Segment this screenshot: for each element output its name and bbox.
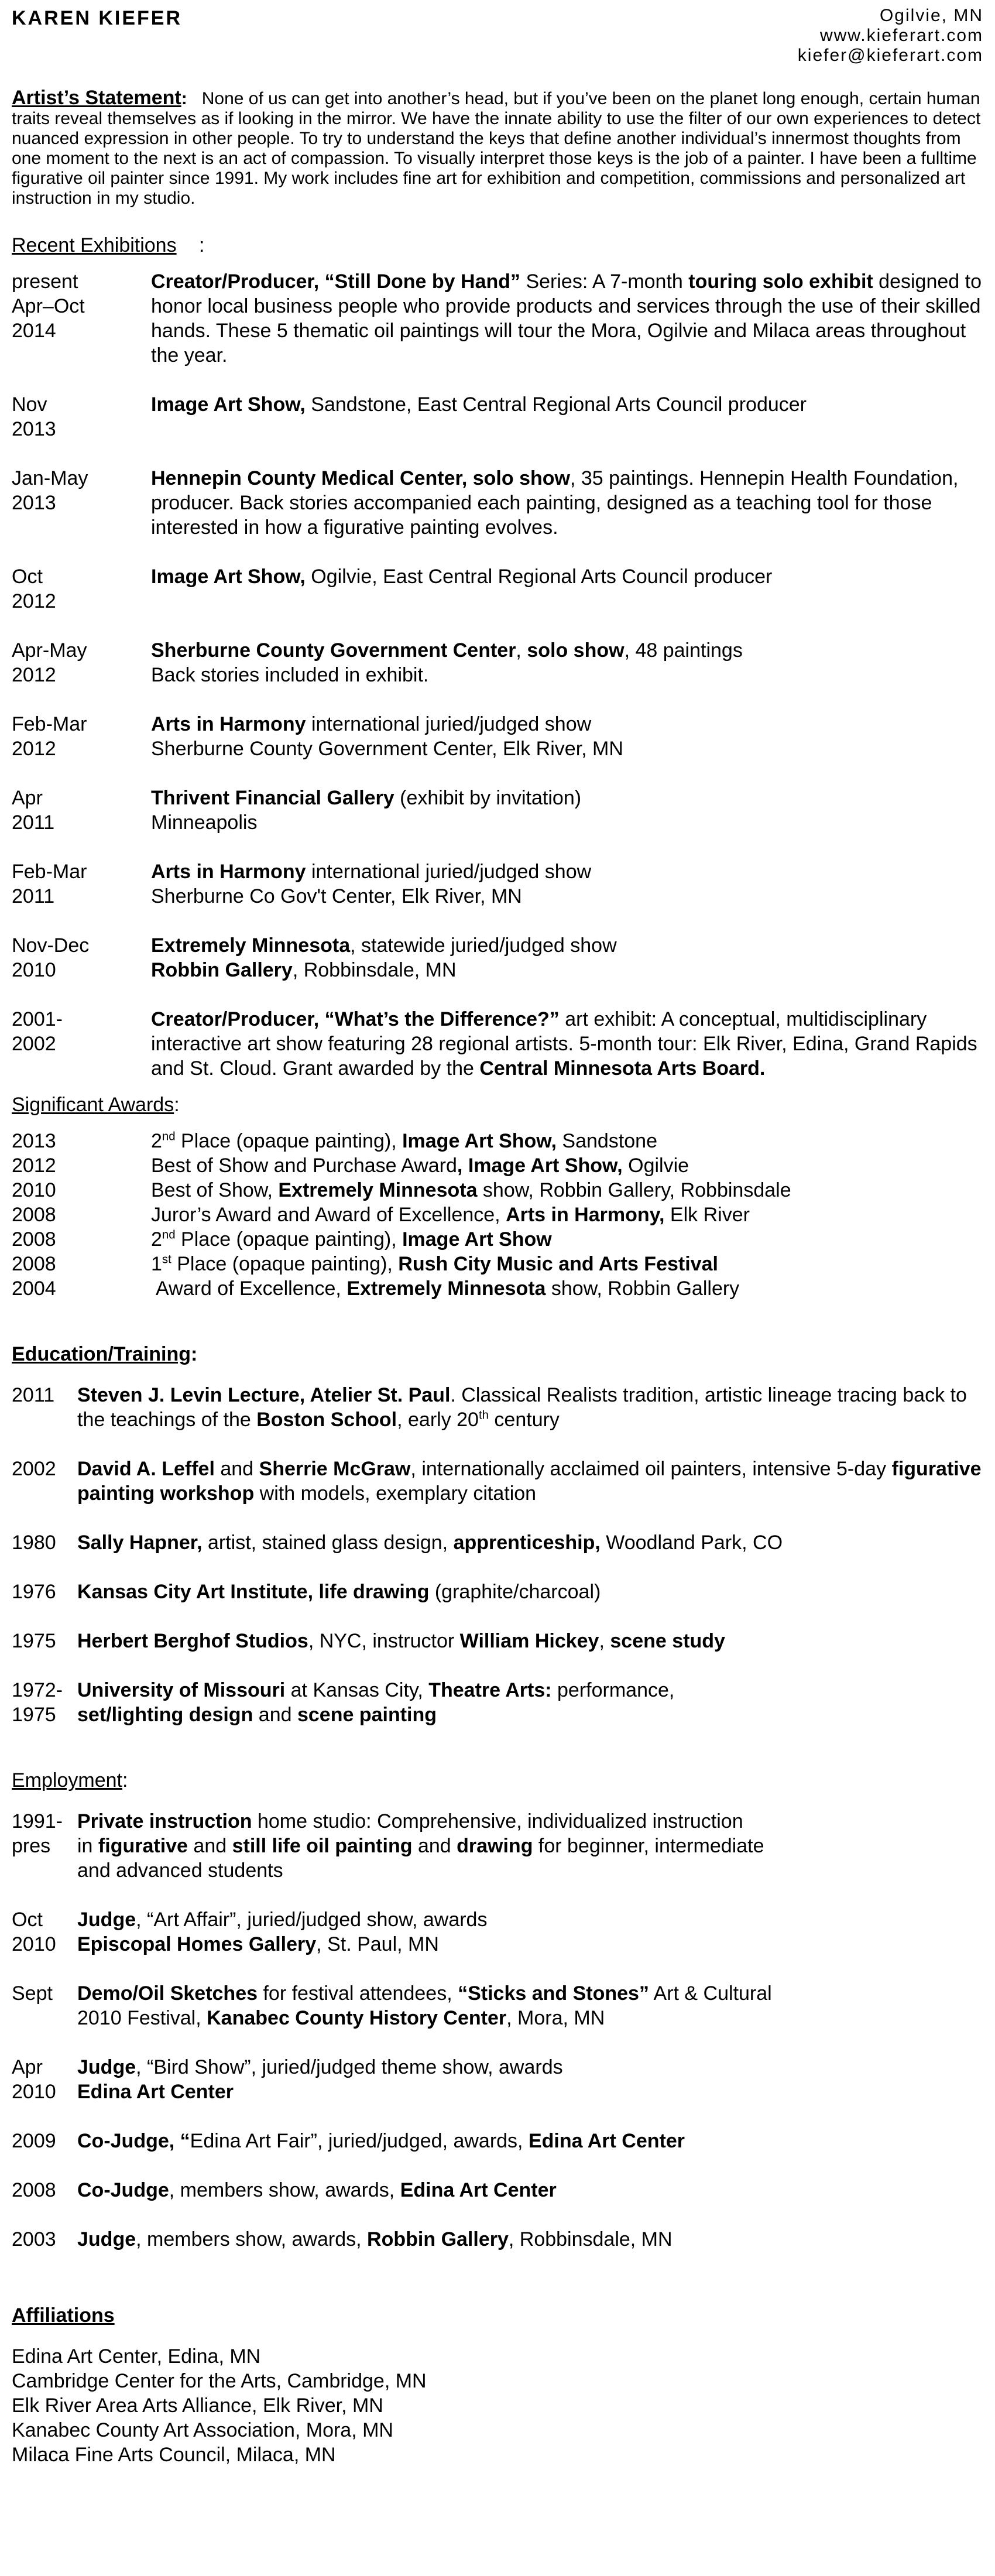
email-link[interactable]: kiefer@kieferart.com <box>797 46 983 65</box>
education-title: Education/Training: <box>12 1343 198 1365</box>
exhibition-date: Feb-Mar 2011 <box>12 861 87 907</box>
education-item: 1980 Sally Hapner, artist, stained glass design, apprenticeship, Woodland Park, CO <box>12 1532 783 1554</box>
education-item: 2002 David A. Leffel and Sherrie McGraw, internationally acclaimed oil painters, intensive 5-day figurative painting workshop with models, exemplary citation <box>12 1458 982 1505</box>
affiliations-title: Affiliations <box>12 2304 115 2327</box>
exhibition-date: 2001- 2002 <box>12 1008 63 1055</box>
exhibition-item <box>12 712 983 761</box>
award-item: 2008 Juror’s Award and Award of Excellence, Arts in Harmony, Elk River <box>12 1204 750 1226</box>
exhibition-item <box>12 638 983 687</box>
award-item: 2012 Best of Show and Purchase Award, Image Art Show, Ogilvie <box>12 1155 689 1177</box>
education-item: 1972- 1975 University of Missouri at Kansas City, Theatre Arts: performance, set/lighting design and scene painting <box>12 1679 675 1726</box>
exhibition-desc: Image Art Show, Sandstone, East Central Regional Arts Council producer <box>151 393 807 416</box>
artists-statement: Artist’s Statement: None of us can get into another’s head, but if you’ve been on the planet long enough, certain human traits reveal themselves as if looking in the mirror. We have the innate ability to use the filter of our own experiences to detect nuanced expression in other people. To try to understand the keys that define another individual’s innermost thoughts from one moment to the next is an act of compassion. To visually interpret those keys is the job of a painter. I have been a fulltime figurative oil painter since 1991. My work includes fine art for exhibition and competition, commissions and personalized art instruction in my studio. <box>12 87 981 208</box>
education-item: 1976 Kansas City Art Institute, life drawing (graphite/charcoal) <box>12 1581 601 1603</box>
employment-item: Oct 2010 Judge, “Art Affair”, juried/judged show, awards Episcopal Homes Gallery, St. Paul, MN <box>12 1909 488 1955</box>
affiliation-item: Edina Art Center, Edina, MN <box>12 2345 261 2368</box>
exhibitions-title: Recent Exhibitions <box>12 234 177 256</box>
exhibition-desc: Hennepin County Medical Center, solo show, 35 paintings. Hennepin Health Foundation, producer. Back stories accompanied each painting, designed as a teaching tool for those interested in how a figurative painting evolves. <box>151 467 959 539</box>
education-item: 1975 Herbert Berghof Studios, NYC, instructor William Hickey, scene study <box>12 1630 725 1652</box>
exhibition-date: Apr-May 2012 <box>12 639 87 686</box>
employment-title: Employment: <box>12 1769 128 1791</box>
exhibition-item <box>12 269 983 368</box>
exhibition-date: Apr 2011 <box>12 787 55 834</box>
award-item: 2008 2nd Place (opaque painting), Image Art Show <box>12 1228 552 1251</box>
affiliation-item: Kanabec County Art Association, Mora, MN <box>12 2419 393 2441</box>
artist-name: KAREN KIEFER <box>12 7 183 29</box>
location: Ogilvie, MN <box>879 6 983 25</box>
website-link[interactable]: www.kieferart.com <box>819 26 983 45</box>
award-item: 2010 Best of Show, Extremely Minnesota show, Robbin Gallery, Robbinsdale <box>12 1179 791 1201</box>
exhibition-desc: Image Art Show, Ogilvie, East Central Regional Arts Council producer <box>151 566 773 588</box>
exhibition-date: Oct 2012 <box>12 566 56 612</box>
exhibition-item <box>12 392 983 441</box>
exhibition-desc: Creator/Producer, “What’s the Difference?” art exhibit: A conceptual, multidisciplinary interactive art show featuring 28 regional artists. 5-month tour: Elk River, Edina, Grand Rapids and St. Cloud. Grant awarded by the Central Minnesota Arts Board. <box>151 1008 977 1080</box>
exhibition-desc: Creator/Producer, “Still Done by Hand” Series: A 7-month touring solo exhibit designed to honor local business people who provide products and services through the use of their skilled hands. These 5 thematic oil paintings will tour the Mora, Ogilvie and Milaca areas throughout the year. <box>151 270 982 366</box>
award-item: 2013 2nd Place (opaque painting), Image Art Show, Sandstone <box>12 1130 657 1152</box>
affiliations-list <box>12 2344 983 2467</box>
education-item: 2011 Steven J. Levin Lecture, Atelier St. Paul. Classical Realists tradition, artistic lineage tracing back to the teachings of the Boston School, early 20th century <box>12 1384 967 1431</box>
employment-item: 1991- pres Private instruction home studio: Comprehensive, individualized instruction in figurative and still life oil painting and drawing for beginner, intermediate and advanced students <box>12 1810 764 1882</box>
award-item: 2008 1st Place (opaque painting), Rush City Music and Arts Festival <box>12 1253 718 1275</box>
employment-item: 2008 Co-Judge, members show, awards, Edina Art Center <box>12 2179 557 2201</box>
exhibition-item <box>12 859 983 909</box>
exhibition-desc: Thrivent Financial Gallery (exhibit by invitation) Minneapolis <box>151 787 582 834</box>
awards-list <box>12 1129 983 1301</box>
employment-item: 2003 Judge, members show, awards, Robbin Gallery, Robbinsdale, MN <box>12 2228 673 2250</box>
exhibition-date: Feb-Mar 2012 <box>12 713 87 760</box>
exhibition-item <box>12 466 983 540</box>
exhibition-desc: Sherburne County Government Center, solo show, 48 paintings Back stories included in exhibit. <box>151 639 743 686</box>
affiliation-item: Cambridge Center for the Arts, Cambridge, MN <box>12 2370 427 2392</box>
statement-label: Artist’s Statement <box>12 87 181 109</box>
exhibition-item <box>12 1007 983 1081</box>
award-item: 2004 Award of Excellence, Extremely Minnesota show, Robbin Gallery <box>12 1277 740 1300</box>
exhibition-date: Jan-May 2013 <box>12 467 88 514</box>
exhibition-item <box>12 786 983 835</box>
employment-item: Apr 2010 Judge, “Bird Show”, juried/judged theme show, awards Edina Art Center <box>12 2056 563 2103</box>
awards-title: Significant Awards: <box>12 1094 180 1116</box>
exhibition-date: Nov 2013 <box>12 393 56 440</box>
exhibition-date: Nov-Dec 2010 <box>12 934 90 981</box>
exhibition-desc: Extremely Minnesota, statewide juried/judged show Robbin Gallery, Robbinsdale, MN <box>151 934 617 981</box>
exhibition-desc: Arts in Harmony international juried/judged show Sherburne County Government Center, Elk River, MN <box>151 713 623 760</box>
exhibition-desc: Arts in Harmony international juried/judged show Sherburne Co Gov't Center, Elk River, MN <box>151 861 592 907</box>
resume-header <box>12 6 983 88</box>
affiliation-item: Milaca Fine Arts Council, Milaca, MN <box>12 2444 336 2466</box>
employment-item: 2009 Co-Judge, “Edina Art Fair”, juried/judged, awards, Edina Art Center <box>12 2130 685 2152</box>
exhibition-item <box>12 933 983 982</box>
resume-page: KAREN KIEFER Ogilvie, MN www.kieferart.com kiefer@kieferart.com Artist’s Statement: None of us can get into another’s head, but if you’ve been on the planet long enough, certain human traits reveal themselves as if looking in the mirror. We have the innate ability to use the filter of our own experiences to detect nuanced expression in other people. To try to understand the keys that define another individual’s innermost thoughts from one moment to the next is an act of compassion. To visually interpret those keys is the job of a painter. I have been a fulltime figurative oil painter since 1991. My work includes fine art for exhibition and competition, commissions and personalized art instruction in my studio. Recent Exhibitions : present Apr–Oct 2014 Creator/Producer, “Still Done by Hand” Series: A 7-month touring solo exhibit designed to honor local business people who provide products and services through the use of their skilled hands. These 5 thematic oil paintings will tour the Mora, Ogilvie and Milaca areas throughout the year. Nov 2013 Image Art Show, Sandstone, East Central Regional Arts Council producer Jan-May 2013 Hennepin County Medical Center, solo show, 35 paintings. Hennepin Health Foundation, producer. Back stories accompanied each painting, designed as a teaching tool for those interested in how a figurative painting evolves. Oct 2012 Image Art Show, Ogilvie, East Central Regional Arts Council producer Apr-May 2012 Sherburne County Government Center, solo show, 48 paintings Back stories included in exhibit. Feb-Mar 2012 Arts in Harmony international juried/judged show Sherburne County Government Center, Elk River, MN Apr 2011 Thrivent Financial Gallery (exhibit by invitation) Minneapolis Feb-Mar 2011 Arts in Harmony international juried/judged show Sherburne Co Gov't Center, Elk River, MN Nov-Dec 2010 Extremely Minnesota, statewide juried/judged show Robbin Gallery, Robbinsdale, MN 2001- 2002 Creator/Producer, “What’s the Difference?” art exhibit: A conceptual, multidisciplinary interactive art show featuring 28 regional artists. 5-month tour: Elk River, Edina, Grand Rapids and St. Cloud. Grant awarded by the Central Minnesota Arts Board. Significant Awards: 2013 2nd Place (opaque painting), Image Art Show, Sandstone 2012 Best of Show and Purchase Award, Image Art Show, Ogilvie 2010 Best of Show, Extremely Minnesota show, Robbin Gallery, Robbinsdale 2008 Juror’s Award and Award of Excellence, Arts in Harmony, Elk River 2008 2nd Place (opaque painting), Image Art Show 2008 1st Place (opaque painting), Rush City Music and Arts Festival 2004 Award of Excellence, Extremely Minnesota show, Robbin Gallery Education/Training: 2011 Steven J. Levin Lecture, Atelier St. Paul. Classical Realists tradition, artistic lineage tracing back to the teachings of the Boston School, early 20th century 2002 David A. Leffel and Sherrie McGraw, internationally acclaimed oil painters, intensive 5-day figurative painting workshop with models, exemplary citation 1980 Sally Hapner, artist, stained glass design, apprenticeship, Woodland Park, CO 1976 Kansas City Art Institute, life drawing (graphite/charcoal) 1975 Herbert Berghof Studios, NYC, instructor William Hickey, scene study 1972- 1975 University of Missouri at Kansas City, Theatre Arts: performance, set/lighting design and scene painting Employment: 1991- pres Private instruction home studio: Comprehensive, individualized instruction in figurative and still life oil painting and drawing for beginner, intermediate and advanced students Oct 2010 Judge, “Art Affair”, juried/judged show, awards Episcopal Homes Gallery, St. Paul, MN Sept Demo/Oil Sketches for festival attendees, “Sticks and Stones” Art & Cultural 2010 Festival, Kanabec County History Center, Mora, MN Apr 2010 Judge, “Bird Show”, juried/judged theme show, awards Edina Art Center 2009 Co-Judge, “Edina Art Fair”, juried/judged, awards, Edina Art Center 2008 Co-Judge, members show, awards, Edina Art Center 2003 Judge, members show, awards, Robbin Gallery, Robbinsdale, MN Affiliations Edina Art Center, Edina, MN Cambridge Center for the Arts, Cambridge, MN Elk River Area Arts Alliance, Elk River, MN Kanabec County Art Association, Mora, MN Milaca Fine Arts Council, Milaca, MN <box>12 6 983 2466</box>
exhibition-date: present Apr–Oct 2014 <box>12 270 85 342</box>
exhibition-item <box>12 564 983 614</box>
employment-item: Sept Demo/Oil Sketches for festival attendees, “Sticks and Stones” Art & Cultural 2010 Festival, Kanabec County History Center, Mora, MN <box>12 1982 772 2029</box>
contact-block <box>798 6 983 66</box>
affiliation-item: Elk River Area Arts Alliance, Elk River, MN <box>12 2395 383 2417</box>
statement-text: None of us can get into another’s head, but if you’ve been on the planet long enough, certain human traits reveal themselves as if looking in the mirror. We have the innate ability to use the filter of our own experiences to detect nuanced expression in other people. To try to understand the keys that define another individual’s innermost thoughts from one moment to the next is an act of compassion. To visually interpret those keys is the job of a painter. I have been a fulltime figurative oil painter since 1991. My work includes fine art for exhibition and competition, commissions and personalized art instruction in my studio. <box>12 89 981 208</box>
